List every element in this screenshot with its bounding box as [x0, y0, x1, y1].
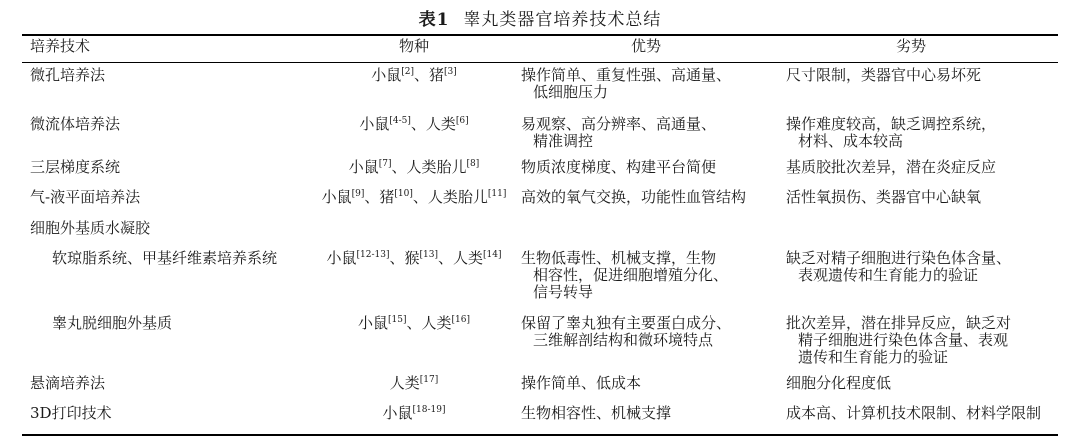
citation-ref: [12-13]: [356, 250, 390, 260]
citation-ref: [17]: [419, 375, 439, 385]
species-name: 、人类: [410, 115, 456, 133]
row-species: [318, 189, 510, 206]
row-species: [318, 405, 510, 422]
citation-ref: [6]: [455, 116, 469, 126]
advantages-line: 精准调控: [533, 132, 594, 150]
advantages-line: 低细胞压力: [533, 83, 609, 101]
row-disadvantages: [786, 405, 1041, 422]
advantages-line: 操作简单、重复性强、高通量、: [521, 66, 732, 84]
disadvantages-line: 细胞分化程度低: [786, 374, 892, 392]
species-name: 小鼠: [359, 115, 390, 133]
citation-ref: [2]: [401, 67, 414, 77]
advantages-line: 易观察、高分辨率、高通量、: [521, 115, 717, 133]
advantages-line: 三维解剖结构和微环境特点: [533, 331, 714, 349]
species-name: 、人类胎儿: [391, 158, 467, 176]
table-caption: [0, 5, 1080, 30]
table-number: 表1: [418, 10, 450, 30]
advantages-line: 物质浓度梯度、构建平台简便: [521, 158, 717, 176]
row-technique: 睾丸脱细胞外基质: [52, 314, 173, 332]
disadvantages-line: 基质胶批次差异，潜在炎症反应: [786, 158, 997, 176]
disadvantages-line: 精子细胞进行染色体含量、表观: [798, 331, 1009, 349]
species-name: 小鼠: [348, 158, 379, 176]
row-technique: 悬滴培养法: [30, 374, 106, 392]
disadvantages-line: 成本高、计算机技术限制、材料学限制: [786, 404, 1042, 422]
row-advantages: [521, 250, 728, 301]
row-disadvantages: [786, 375, 891, 392]
advantages-line: 信号转导: [533, 283, 594, 301]
species-name: 小鼠: [382, 404, 413, 422]
citation-ref: [8]: [466, 159, 480, 169]
row-advantages: [521, 189, 746, 206]
species-name: 、猪: [414, 66, 445, 84]
row-advantages: [521, 315, 731, 349]
citation-ref: [16]: [451, 315, 470, 325]
advantages-line: 相容性，促进细胞增殖分化、: [533, 266, 729, 284]
row-technique: 细胞外基质水凝胶: [30, 219, 151, 237]
disadvantages-line: 材料、成本较高: [798, 132, 904, 150]
header-technique: 培养技术: [30, 37, 91, 55]
species-name: 、猪: [364, 188, 395, 206]
advantages-line: 生物低毒性、机械支撑，生物: [521, 249, 717, 267]
species-name: 人类: [389, 374, 420, 392]
row-species: [318, 250, 510, 267]
row-advantages: [521, 375, 641, 392]
row-disadvantages: [786, 250, 1011, 284]
disadvantages-line: 尺寸限制，类器官中心易坏死: [786, 66, 982, 84]
species-name: 、人类: [406, 314, 452, 332]
row-species: [318, 375, 510, 392]
disadvantages-line: 表观遗传和生育能力的验证: [798, 266, 979, 284]
row-disadvantages: [786, 189, 981, 206]
row-advantages: [521, 116, 716, 150]
row-species: [318, 159, 510, 176]
species-name: 、猴: [389, 249, 420, 267]
row-disadvantages: [786, 315, 1011, 366]
row-advantages: [521, 159, 716, 176]
citation-ref: [7]: [378, 159, 392, 169]
row-disadvantages: [786, 67, 981, 84]
row-technique: 气-液平面培养法: [30, 188, 141, 206]
row-technique: 三层梯度系统: [30, 158, 121, 176]
disadvantages-line: 遗传和生育能力的验证: [798, 348, 949, 366]
citation-ref: [15]: [388, 315, 407, 325]
header-rule: [22, 62, 1058, 63]
disadvantages-line: 活性氧损伤、类器官中心缺氧: [786, 188, 982, 206]
species-name: 小鼠: [321, 188, 352, 206]
advantages-line: 生物相容性、机械支撑: [521, 404, 672, 422]
advantages-line: 高效的氧气交换，功能性血管结构: [521, 188, 747, 206]
species-name: 小鼠: [326, 249, 357, 267]
row-species: [318, 315, 510, 332]
header-disadvantages: 劣势: [895, 37, 926, 55]
disadvantages-line: 操作难度较高，缺乏调控系统，: [786, 115, 997, 133]
row-disadvantages: [786, 159, 996, 176]
row-technique: 软琼脂系统、甲基纤维素培养系统: [52, 249, 278, 267]
citation-ref: [3]: [444, 67, 457, 77]
header-species: 物种: [398, 37, 429, 55]
row-species: [318, 116, 510, 133]
disadvantages-line: 批次差异，潜在排异反应，缺乏对: [786, 314, 1012, 332]
species-name: 小鼠: [358, 314, 389, 332]
advantages-line: 操作简单、低成本: [521, 374, 642, 392]
table-bottom-rule: [22, 434, 1058, 436]
header-advantages: 优势: [630, 37, 661, 55]
citation-ref: [13]: [419, 250, 438, 260]
row-advantages: [521, 405, 671, 422]
table-title: 睾丸类器官培养技术总结: [463, 10, 662, 30]
row-species: [318, 67, 510, 84]
table-top-rule: [22, 34, 1058, 36]
citation-ref: [14]: [483, 250, 502, 260]
citation-ref: [9]: [351, 189, 365, 199]
citation-ref: [18-19]: [412, 405, 446, 415]
advantages-line: 保留了睾丸独有主要蛋白成分、: [521, 314, 732, 332]
row-technique: 微孔培养法: [30, 66, 106, 84]
citation-ref: [10]: [394, 189, 413, 199]
row-technique: 微流体培养法: [30, 115, 121, 133]
species-name: 、人类: [437, 249, 483, 267]
row-technique: 3D打印技术: [30, 404, 112, 422]
species-name: 小鼠: [371, 66, 402, 84]
citation-ref: [4-5]: [389, 116, 411, 126]
disadvantages-line: 缺乏对精子细胞进行染色体含量、: [786, 249, 1012, 267]
row-advantages: [521, 67, 731, 101]
row-disadvantages: [786, 116, 996, 150]
species-name: 、人类胎儿: [412, 188, 488, 206]
citation-ref: [11]: [487, 189, 507, 199]
